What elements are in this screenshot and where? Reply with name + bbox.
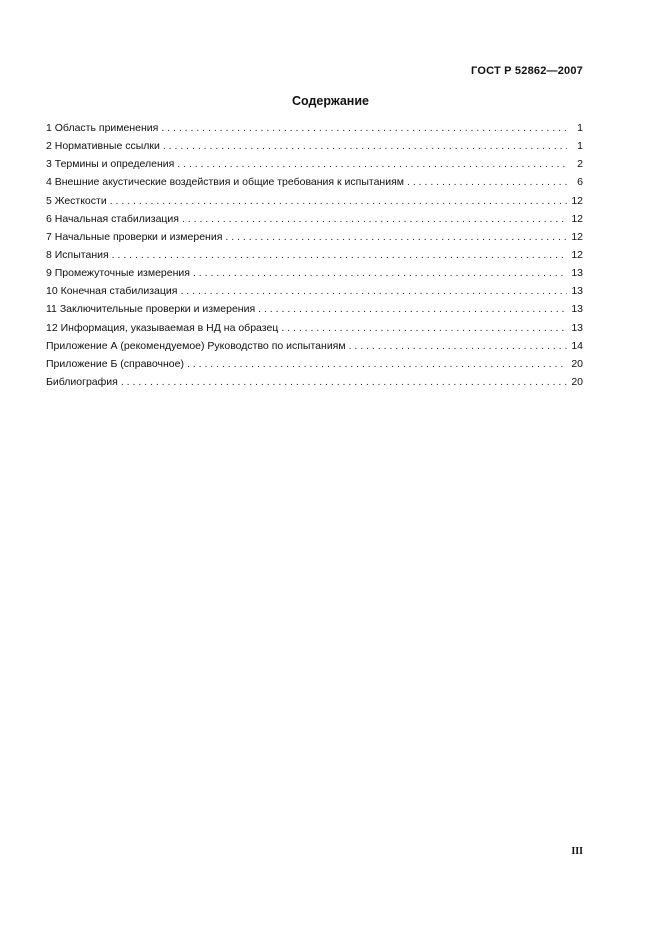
toc-entry[interactable] (46, 340, 583, 358)
toc-entry-page: 1 (577, 140, 583, 153)
toc-entry-page: 14 (571, 339, 583, 352)
toc-entry-label: 2 Нормативные ссылки (46, 140, 160, 153)
toc-leader-dots (121, 376, 567, 388)
toc-entry[interactable] (46, 358, 583, 376)
toc-entry-page: 12 (571, 212, 583, 225)
toc-leader-dots (349, 340, 567, 352)
toc-entry-page: 13 (571, 285, 583, 298)
toc-entry-label: 9 Промежуточные измерения (46, 267, 190, 280)
toc-entry-page: 13 (571, 303, 583, 316)
page-number: III (571, 846, 583, 857)
toc-entry[interactable] (46, 122, 583, 140)
toc-leader-dots (281, 322, 567, 334)
toc-entry-page: 12 (571, 248, 583, 261)
toc-entry[interactable] (46, 176, 583, 194)
standard-code: ГОСТ Р 52862—2007 (471, 65, 583, 77)
toc-entry[interactable] (46, 376, 583, 394)
toc-entry-page: 13 (571, 321, 583, 334)
toc-entry-label: 7 Начальные проверки и измерения (46, 230, 223, 243)
toc-entry-page: 2 (577, 158, 583, 171)
toc-entry-page: 12 (571, 194, 583, 207)
toc-leader-dots (193, 267, 567, 279)
toc-entry[interactable] (46, 213, 583, 231)
toc-entry[interactable] (46, 231, 583, 249)
toc-entry[interactable] (46, 267, 583, 285)
toc-entry-label: 6 Начальная стабилизация (46, 212, 179, 225)
toc-leader-dots (161, 122, 567, 134)
toc-entry[interactable] (46, 249, 583, 267)
toc-entry-label: 5 Жесткости (46, 194, 107, 207)
toc-entry-label: Приложение А (рекомендуемое) Руководство по испытаниям (46, 339, 346, 352)
toc-entry-label: 4 Внешние акустические воздействия и общие требования к испытаниям (46, 176, 404, 189)
toc-entry-page: 20 (571, 357, 583, 370)
toc-entry[interactable] (46, 303, 583, 321)
toc-leader-dots (110, 195, 567, 207)
toc-entry-label: 8 Испытания (46, 248, 109, 261)
toc-entry[interactable] (46, 140, 583, 158)
toc-entry-label: Приложение Б (справочное) (46, 357, 184, 370)
toc-entry-label: 11 Заключительные проверки и измерения (46, 303, 256, 316)
toc-leader-dots (225, 231, 567, 243)
toc-entry-label: 12 Информация, указываемая в НД на образец (46, 321, 279, 334)
toc-entry[interactable] (46, 285, 583, 303)
toc-leader-dots (182, 213, 567, 225)
toc-entry[interactable] (46, 322, 583, 340)
toc-entry-label: 10 Конечная стабилизация (46, 285, 178, 298)
toc-entry-page: 13 (571, 267, 583, 280)
toc-leader-dots (163, 140, 567, 152)
toc-entry-label: 1 Область применения (46, 122, 159, 134)
toc-entry-label: Библиография (46, 375, 118, 388)
toc-leader-dots (407, 176, 567, 188)
toc-entry-page: 12 (571, 230, 583, 243)
toc-leader-dots (187, 358, 567, 370)
toc-entry[interactable] (46, 195, 583, 213)
toc-entry-page: 20 (571, 375, 583, 388)
toc-entry-page: 6 (577, 176, 583, 189)
toc-entry[interactable] (46, 158, 583, 176)
toc-title: Содержание (291, 94, 369, 108)
toc-entry-page: 1 (577, 122, 583, 134)
toc-leader-dots (177, 158, 567, 170)
toc-leader-dots (258, 303, 567, 315)
toc-entry-label: 3 Термины и определения (46, 158, 175, 171)
table-of-contents (46, 122, 583, 394)
toc-leader-dots (112, 249, 567, 261)
toc-leader-dots (180, 285, 567, 297)
